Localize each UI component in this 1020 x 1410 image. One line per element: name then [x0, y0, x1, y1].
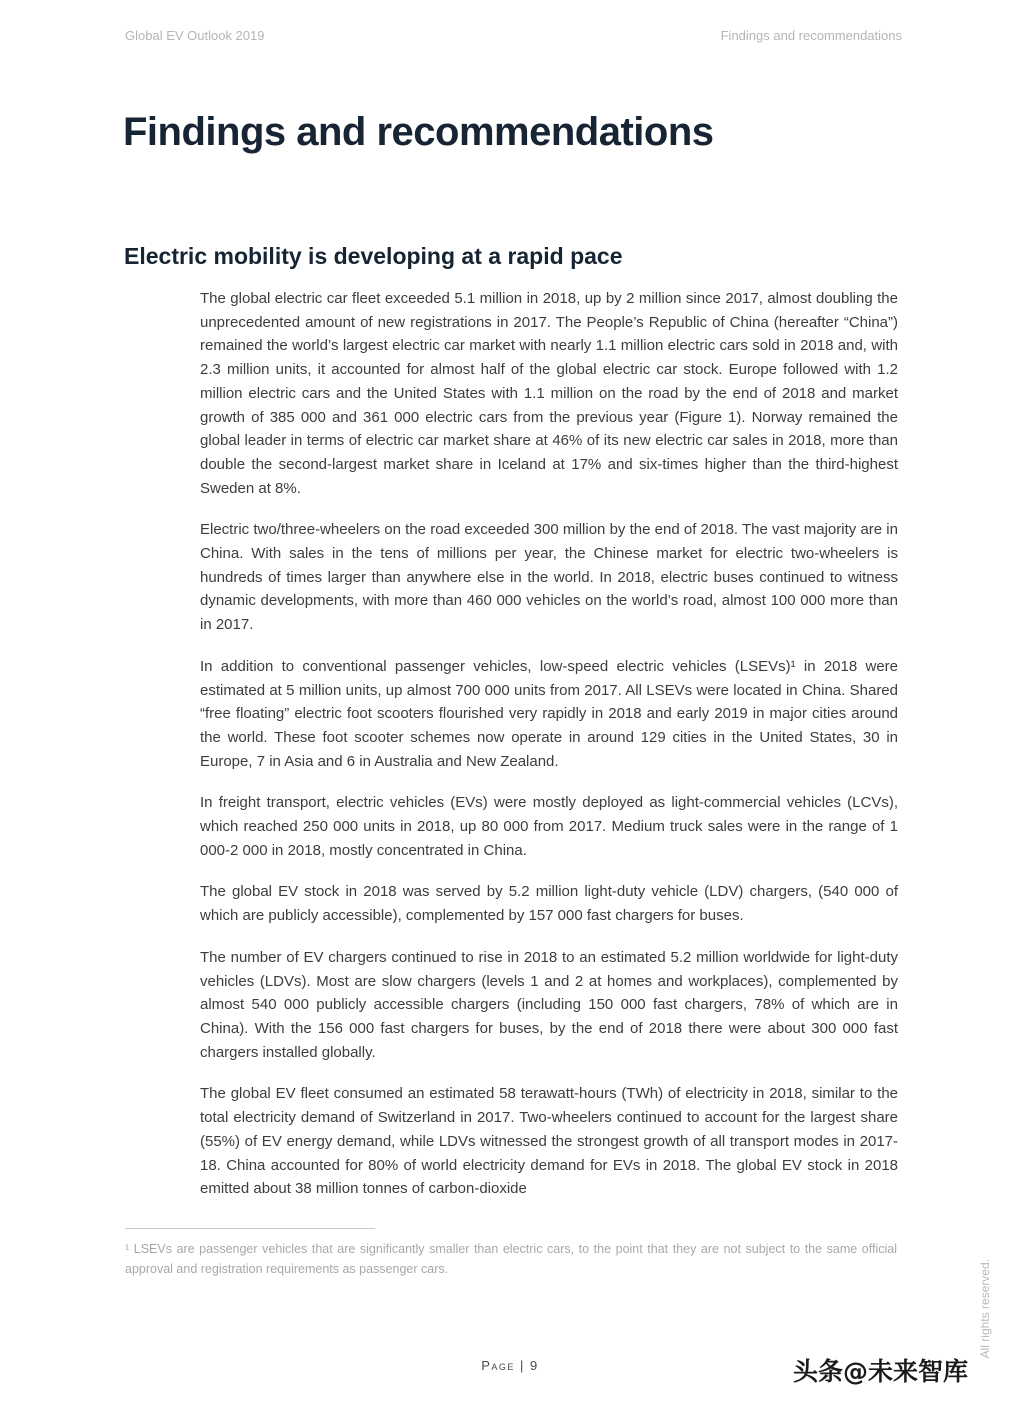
body-paragraph: The global EV fleet consumed an estimated 58 terawatt-hours (TWh) of electricity in 2018, similar to the total electricity demand of Switzerland in 2017. Two-wheelers continued to account for the largest share (55%) of EV energy demand, while LDVs witnessed the strongest growth of all transport modes in 2017-18. China accounted for 80% of world electricity demand for EVs in 2018. The global EV stock in 2018 emitted about 38 million tonnes of carbon-dioxide — [200, 1085, 898, 1198]
watermark-text: 头条@未来智库 — [792, 1357, 968, 1386]
header-right-text: Findings and recommendations — [720, 28, 902, 43]
footnote-divider — [125, 1228, 375, 1229]
body-paragraph: In addition to conventional passenger vehicles, low-speed electric vehicles (LSEVs)¹ in 2018 were estimated at 5 million units, up almost 700 000 units from 2017. All LSEVs were located in China. Shared “free floating” electric foot scooters flourished very rapidly in 2018 and early 2019 in major cities around the world. These foot scooter schemes now operate in around 129 cities in the United States, 30 in Europe, 7 in Asia and 6 in Australia and New Zealand. — [200, 657, 898, 770]
body-text-block — [200, 287, 898, 1219]
body-paragraph: The global electric car fleet exceeded 5.1 million in 2018, up by 2 million since 2017, almost doubling the unprecedented amount of new registrations in 2017. The People’s Republic of China (hereafter “China”) remained the world’s largest electric car market with nearly 1.1 million electric cars sold in 2018 and, with 2.3 million units, it accounted for almost half of the global electric car stock. Europe followed with 1.2 million electric cars and the United States with 1.1 million on the road by the end of 2018 and market growth of 385 000 and 361 000 electric cars from the previous year (Figure 1). Norway remained the global leader in terms of electric car market share at 46% of its new electric car sales in 2018, more than double the second-largest market share in Iceland at 17% and six-times higher than the third-highest Sweden at 8%. — [200, 290, 898, 497]
page-number: Page | 9 — [481, 1358, 539, 1373]
footnote-text: ¹ LSEVs are passenger vehicles that are significantly smaller than electric cars, to the point that they are not subject to the same official approval and registration requirements as passenger cars. — [125, 1242, 897, 1276]
page-title: Findings and recommendations — [123, 110, 714, 154]
body-paragraph: In freight transport, electric vehicles (EVs) were mostly deployed as light-commercial vehicles (LCVs), which reached 250 000 units in 2018, up 80 000 from 2017. Medium truck sales were in the range of 1 000-2 000 in 2018, mostly concentrated in China. — [200, 794, 898, 859]
body-paragraph: The number of EV chargers continued to rise in 2018 to an estimated 5.2 million worldwide for light-duty vehicles (LDVs). Most are slow chargers (levels 1 and 2 at homes and workplaces), complemented by almost 540 000 publicly accessible chargers (including 150 000 fast chargers, 78% of which are in China). With the 156 000 fast chargers for buses, by the end of 2018 there were about 300 000 fast chargers installed globally. — [200, 948, 898, 1061]
body-paragraph: Electric two/three-wheelers on the road exceeded 300 million by the end of 2018. The vast majority are in China. With sales in the tens of millions per year, the Chinese market for electric two-wheelers is hundreds of times larger than anywhere else in the world. In 2018, electric buses continued to witness dynamic developments, with more than 460 000 vehicles on the world’s road, almost 100 000 more than in 2017. — [200, 521, 898, 634]
body-paragraph: The global EV stock in 2018 was served by 5.2 million light-duty vehicle (LDV) chargers, (540 000 of which are publicly accessible), complemented by 157 000 fast chargers for buses. — [200, 883, 898, 925]
section-heading: Electric mobility is developing at a rapid pace — [124, 243, 623, 269]
copyright-vertical-text: All rights reserved. — [978, 1258, 992, 1358]
header-left-text: Global EV Outlook 2019 — [125, 28, 265, 43]
page-header — [125, 28, 902, 43]
